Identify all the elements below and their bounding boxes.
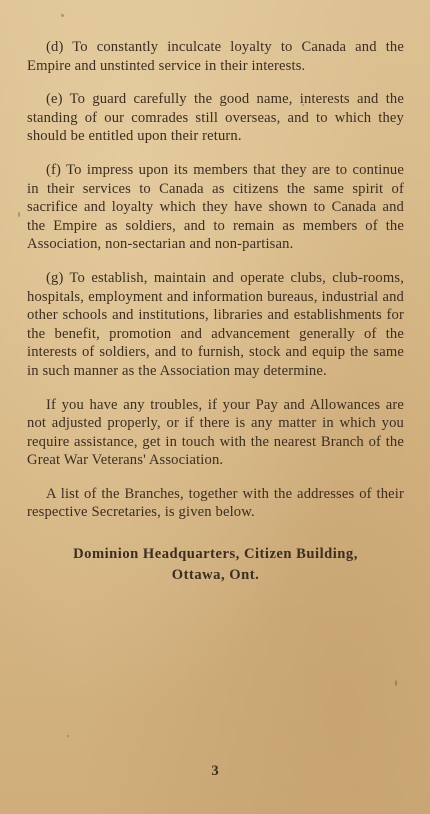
paragraph-branches-list: A list of the Branches, together with the addresses of their respective Secretaries, is given below. <box>27 485 404 521</box>
headquarters-address <box>27 544 404 586</box>
headquarters-line-1: Dominion Headquarters, Citizen Building, <box>73 546 358 563</box>
headquarters-line-2: Ottawa, Ont. <box>171 567 260 584</box>
paragraph-d: (d) To constantly inculcate loyalty to Canada and the Empire and unstinted service in their interests. <box>27 39 404 74</box>
paper-speck <box>18 212 20 217</box>
paper-speck <box>67 735 69 737</box>
paper-speck <box>395 680 397 686</box>
page-number: 3 <box>211 763 219 779</box>
paragraph-f: (f) To impress upon its members that they are to continue in their services to Canada as citizens the same spirit of sacrifice and loyalty which they have shown to Canada and the Empire as soldiers, and to remain as members of the Association, non-sectarian and non-partisan. <box>27 161 404 253</box>
paragraph-g: (g) To establish, maintain and operate clubs, club-rooms, hospitals, employment and information bureaus, industrial and other schools and institutions, libraries and establishments for the benefit, promotion and advancement generally of the interests of soldiers, and to furnish, stock and equip the same in such manner as the Association may determine. <box>27 269 404 379</box>
paragraph-assistance: If you have any troubles, if your Pay and Allowances are not adjusted properly, or if there is any matter in which you require assistance, get in touch with the nearest Branch of the Great War Veterans' Association. <box>27 396 404 469</box>
paper-speck <box>61 14 64 17</box>
paper-speck <box>302 104 304 106</box>
paragraph-e: (e) To guard carefully the good name, interests and the standing of our comrades still overseas, and to which they should be entitled upon their return. <box>27 91 404 145</box>
